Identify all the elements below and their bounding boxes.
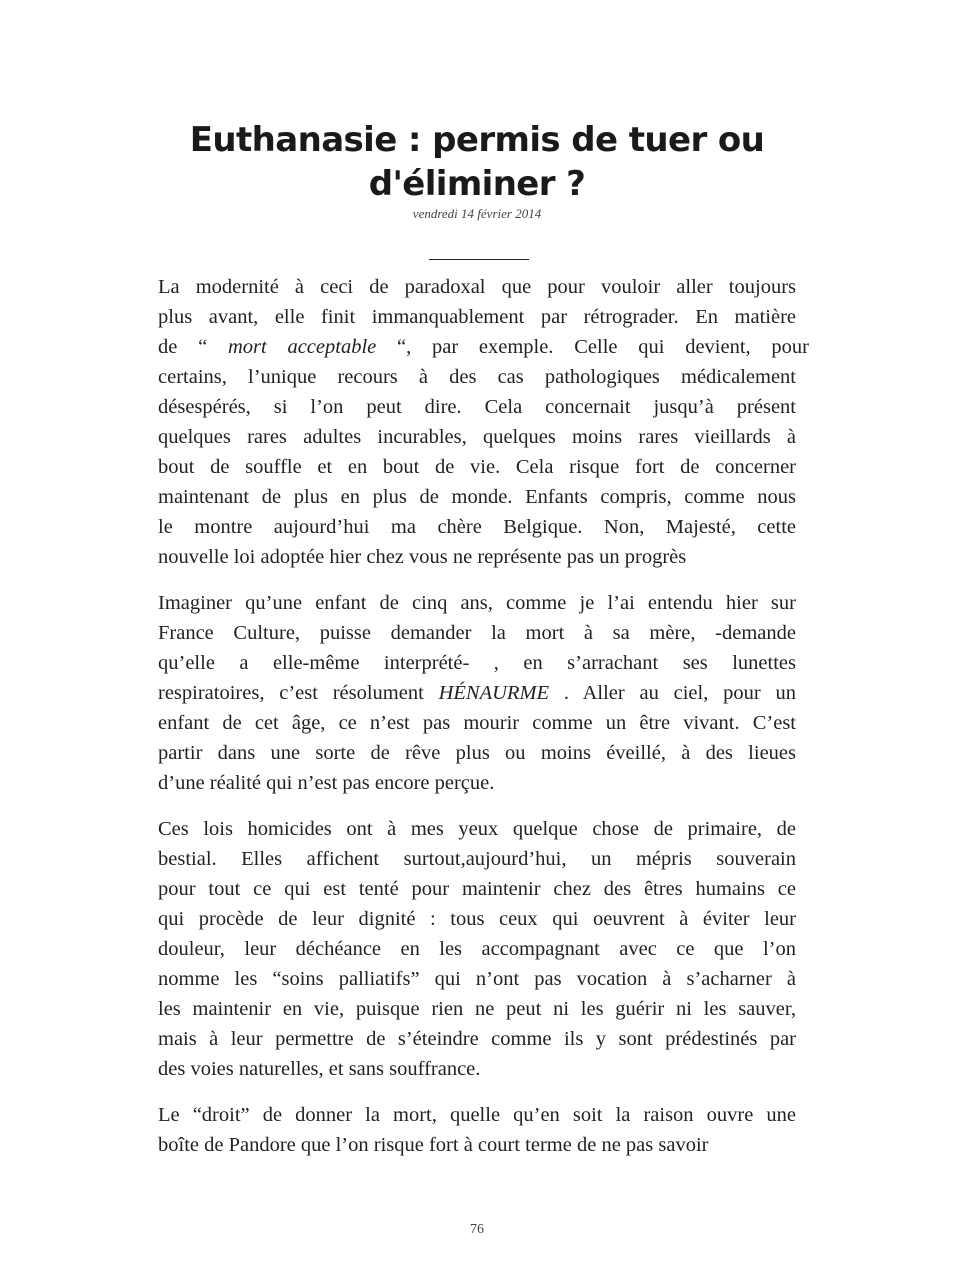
paragraph	[158, 588, 796, 798]
text-line: certains, l’unique recours à des cas pathologiques médicalement	[158, 366, 796, 388]
text-line: le montre aujourd’hui ma chère Belgique. Non, Majesté, cette	[158, 516, 796, 538]
emphasis-text: HÉNAURME	[438, 682, 550, 704]
text-line: Ces lois homicides ont à mes yeux quelque chose de primaire, de	[158, 818, 796, 840]
paragraph	[158, 814, 796, 1084]
text-line: douleur, leur déchéance en les accompagnant avec ce que l’on	[158, 938, 796, 960]
text-line: maintenant de plus en plus de monde. Enfants compris, comme nous	[158, 486, 796, 508]
article-body	[158, 272, 810, 1176]
text-line: enfant de cet âge, ce n’est pas mourir comme un être vivant. C’est	[158, 712, 796, 734]
text-line: boîte de Pandore que l’on risque fort à court terme de ne pas savoir	[158, 1134, 709, 1156]
text-line: pour tout ce qui est tenté pour maintenir chez des êtres humains ce	[158, 878, 796, 900]
text-line: nouvelle loi adoptée hier chez vous ne représente pas un progrès	[158, 546, 687, 568]
text-line: respiratoires, c’est résolument HÉNAURME . Aller au ciel, pour un	[158, 682, 796, 704]
text-line: Imaginer qu’une enfant de cinq ans, comme je l’ai entendu hier sur	[158, 592, 796, 614]
text-line: quelques rares adultes incurables, quelques moins rares vieillards à	[158, 426, 796, 448]
text-line: les maintenir en vie, puisque rien ne peut ni les guérir ni les sauver,	[158, 998, 796, 1020]
text-line: partir dans une sorte de rêve plus ou moins éveillé, à des lieues	[158, 742, 796, 764]
text-line: qu’elle a elle-même interprété- , en s’arrachant ses lunettes	[158, 652, 796, 674]
paragraph	[158, 1100, 796, 1160]
page-title: Euthanasie : permis de tuer ou d'éliminer ?	[189, 120, 765, 204]
text-line: qui procède de leur dignité : tous ceux qui oeuvrent à éviter leur	[158, 908, 796, 930]
publication-date: vendredi 14 février 2014	[412, 206, 542, 221]
text-line: mais à leur permettre de s’éteindre comme ils y sont prédestinés par	[158, 1028, 796, 1050]
text-line: plus avant, elle finit immanquablement par rétrograder. En matière	[158, 306, 796, 328]
paragraph	[158, 272, 810, 572]
text-line: bout de souffle et en bout de vie. Cela risque fort de concerner	[158, 456, 796, 478]
text-line: bestial. Elles affichent surtout,aujourd’hui, un mépris souverain	[158, 848, 796, 870]
text-line: nomme les “soins palliatifs” qui n’ont pas vocation à s’acharner à	[158, 968, 796, 990]
text-line: d’une réalité qui n’est pas encore perçue.	[158, 772, 495, 794]
title-divider	[429, 259, 529, 260]
text-line: désespérés, si l’on peut dire. Cela concernait jusqu’à présent	[158, 396, 796, 418]
text-line: La modernité à ceci de paradoxal que pour vouloir aller toujours	[158, 276, 796, 298]
page-number: 76	[470, 1222, 484, 1237]
text-line: Le “droit” de donner la mort, quelle qu’en soit la raison ouvre une	[158, 1104, 796, 1126]
text-line: des voies naturelles, et sans souffrance.	[158, 1058, 481, 1080]
text-line: France Culture, puisse demander la mort à sa mère, -demande	[158, 622, 796, 644]
text-line: de “ mort acceptable “, par exemple. Celle qui devient, pour	[158, 336, 810, 358]
emphasis-text: mort acceptable	[227, 336, 377, 358]
